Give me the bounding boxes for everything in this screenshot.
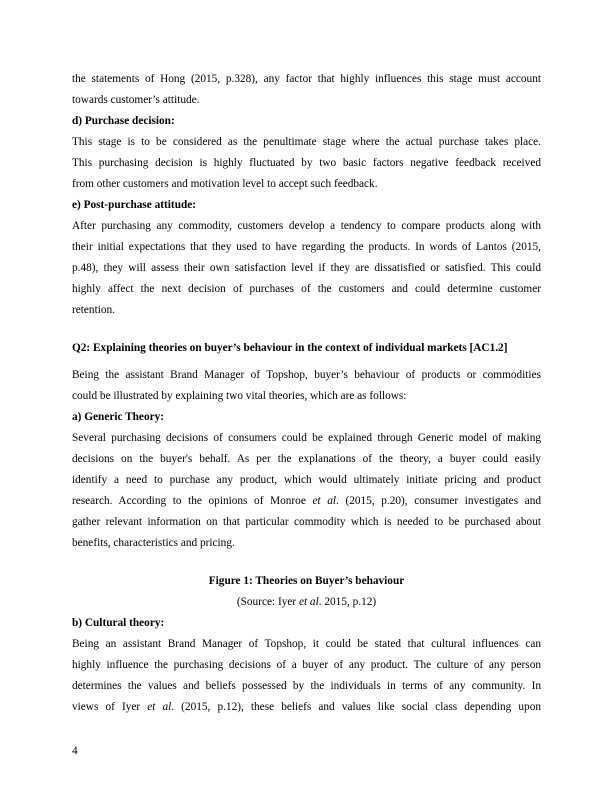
paragraph-line: from other customers and motivation level to accept such feedback.: [72, 178, 378, 190]
paragraph-line: their initial expectations that they used to have regarding the products. In words of Lantos (2015,: [72, 241, 541, 253]
paragraph-line: gather relevant information on that particular commodity which is needed to be purchased about: [72, 516, 541, 528]
paragraph-line: retention.: [72, 304, 115, 316]
page-number: 4: [72, 745, 78, 757]
text-run: . (2015, p.20), consumer investigates and: [336, 495, 542, 507]
section-heading-generic-theory: a) Generic Theory:: [72, 411, 165, 423]
section-heading-purchase-decision: d) Purchase decision:: [72, 115, 175, 127]
text-run: research. According to the opinions of Monroe: [72, 495, 313, 507]
paragraph-line: benefits, characteristics and pricing.: [72, 537, 235, 549]
figure-caption: Figure 1: Theories on Buyer’s behaviour: [208, 575, 405, 587]
section-heading-post-purchase: e) Post-purchase attitude:: [72, 199, 197, 211]
paragraph-line: This purchasing decision is highly fluctuated by two basic factors negative feedback received: [72, 157, 541, 169]
text-run: . (2015, p.12), these beliefs and values like social class depending upon: [171, 701, 541, 713]
citation-et-al: et al: [147, 701, 172, 713]
paragraph-line: [72, 494, 541, 508]
citation-et-al: et al: [312, 495, 337, 507]
paragraph-line: the statements of Hong (2015, p.328), any factor that highly influences this stage must account: [72, 73, 541, 85]
paragraph-line: towards customer’s attitude.: [72, 94, 200, 106]
paragraph-line: This stage is to be considered as the penultimate stage where the actual purchase takes place.: [72, 136, 541, 148]
paragraph-line: decisions on the buyer's behalf. As per the explanations of the theory, a buyer could easily: [72, 453, 541, 465]
paragraph-line: Being an assistant Brand Manager of Topshop, it could be stated that cultural influences can: [72, 638, 541, 650]
paragraph-line: Being the assistant Brand Manager of Topshop, buyer’s behaviour of products or commodities: [72, 369, 541, 381]
paragraph-line: p.48), they will assess their own satisfaction level if they are dissatisfied or satisfied. This could: [72, 262, 541, 274]
paragraph-line: highly influence the purchasing decisions of a buyer of any product. The culture of any person: [72, 659, 541, 671]
figure-source: [72, 595, 541, 609]
text-run: views of Iyer: [72, 701, 148, 713]
text-run: (Source: Iyer: [236, 596, 299, 608]
question-heading-q2: Q2: Explaining theories on buyer’s behaviour in the context of individual markets [AC1.2]: [72, 342, 508, 354]
paragraph-line: [72, 700, 541, 714]
paragraph-line: Several purchasing decisions of consumers could be explained through Generic model of making: [72, 432, 541, 444]
paragraph-line: determines the values and beliefs possessed by the individuals in terms of any community. In: [72, 680, 541, 692]
citation-et-al: et al: [298, 596, 319, 608]
paragraph-line: highly affect the next decision of purchases of the customers and could determine customer: [72, 283, 541, 295]
paragraph-line: identify a need to purchase any product, which would ultimately initiate pricing and product: [72, 474, 541, 486]
section-heading-cultural-theory: b) Cultural theory:: [72, 617, 165, 629]
paragraph-line: could be illustrated by explaining two vital theories, which are as follows:: [72, 390, 407, 402]
text-run: . 2015, p.12): [318, 596, 377, 608]
paragraph-line: After purchasing any commodity, customers develop a tendency to compare products along with: [72, 220, 541, 232]
